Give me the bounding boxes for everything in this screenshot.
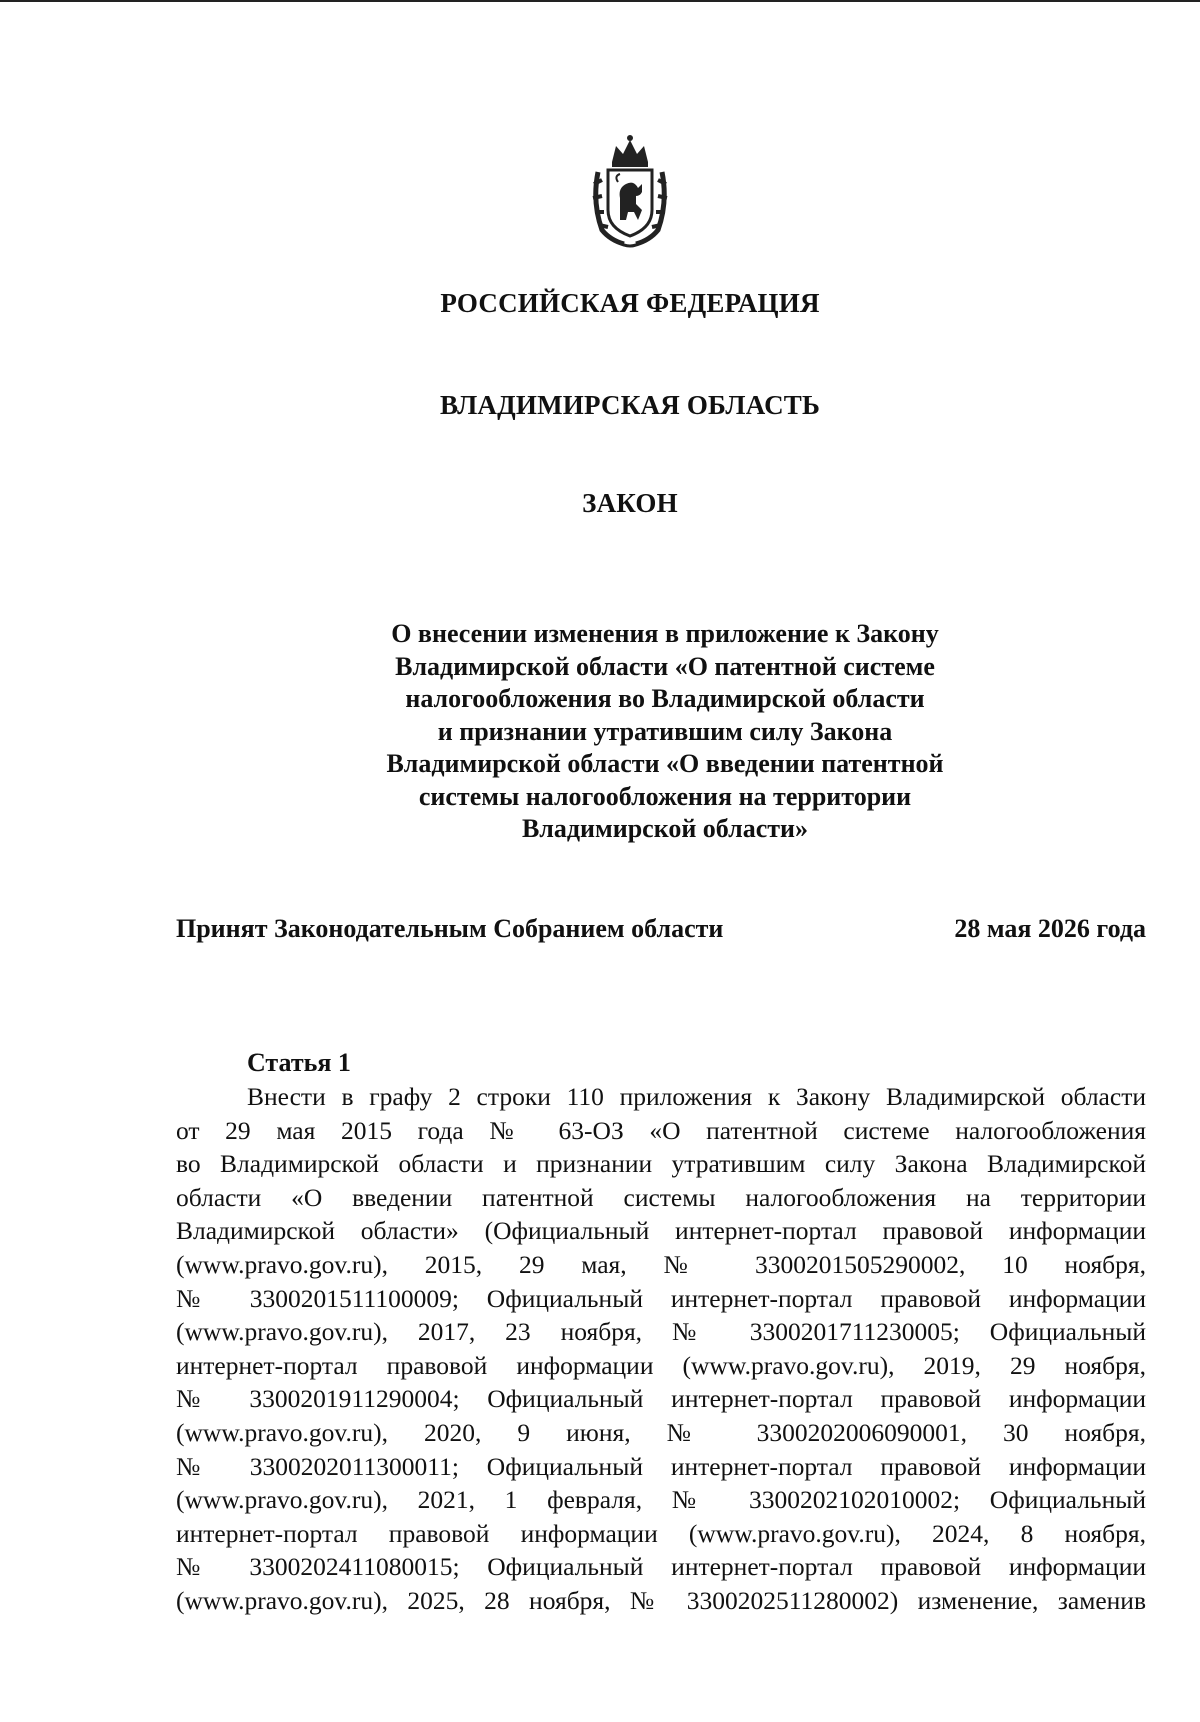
law-title-line: Владимирской области «О патентной системе (395, 651, 935, 681)
law-title-line: системы налогообложения на территории (418, 781, 912, 811)
law-title-line: О внесении изменения в приложение к Закону (391, 619, 939, 648)
article-line: № 3300202011300011; Официальный интернет-портал правовой информации (176, 1451, 1146, 1481)
article-line: № 3300201511100009; Официальный интернет-портал правовой информации (176, 1283, 1146, 1313)
article-heading: Статья 1 (247, 1048, 351, 1077)
law-title-line: Владимирской области «О введении патентной (386, 749, 944, 778)
article-line: (www.pravo.gov.ru), 2017, 23 ноября, № 3300201711230005; Официальный (176, 1317, 1146, 1347)
article-line: Владимирской области» (Официальный интернет-портал правовой информации (176, 1216, 1146, 1246)
article-line: от 29 мая 2015 года № 63-ОЗ «О патентной системе налогообложения (176, 1115, 1146, 1145)
article-line: Внести в графу 2 строки 110 приложения к Закону Владимирской области (247, 1082, 1146, 1111)
article-line: (www.pravo.gov.ru), 2025, 28 ноября, № 3300202511280002) изменение, заменив (176, 1585, 1146, 1615)
adoption-date: 28 мая 2026 года (954, 914, 1146, 943)
article-line: интернет-портал правовой информации (www.pravo.gov.ru), 2024, 8 ноября, (176, 1518, 1146, 1548)
article-line: (www.pravo.gov.ru), 2015, 29 мая, № 3300201505290002, 10 ноября, (176, 1249, 1146, 1279)
law-title-line: налогообложения во Владимирской области (405, 684, 925, 713)
page-top-edge (0, 0, 1200, 2)
article-body (176, 1080, 1146, 1618)
article-line: № 3300201911290004; Официальный интернет-портал правовой информации (176, 1384, 1146, 1414)
region-heading: ВЛАДИМИРСКАЯ ОБЛАСТЬ (439, 390, 821, 420)
article-line: № 3300202411080015; Официальный интернет-портал правовой информации (176, 1552, 1146, 1582)
law-title (340, 618, 990, 846)
document-type-heading: ЗАКОН (582, 488, 678, 518)
adoption-body: Принят Законодательным Собранием области (176, 914, 724, 943)
article-line: (www.pravo.gov.ru), 2020, 9 июня, № 3300202006090001, 30 ноября, (176, 1417, 1146, 1447)
law-title-line: Владимирской области» (521, 814, 809, 843)
article-line: (www.pravo.gov.ru), 2021, 1 февраля, № 3300202102010002; Официальный (176, 1485, 1146, 1515)
article-line: области «О введении патентной системы налогообложения на территории (176, 1182, 1146, 1212)
article-line: интернет-портал правовой информации (www.pravo.gov.ru), 2019, 29 ноября, (176, 1350, 1146, 1380)
adoption-row (176, 914, 1146, 950)
country-heading: РОССИЙСКАЯ ФЕДЕРАЦИЯ (440, 288, 820, 318)
article-line: во Владимирской области и признании утратившим силу Закона Владимирской (176, 1149, 1146, 1179)
coat-of-arms-icon (590, 132, 670, 250)
law-title-line: и признании утратившим силу Закона (437, 716, 893, 746)
